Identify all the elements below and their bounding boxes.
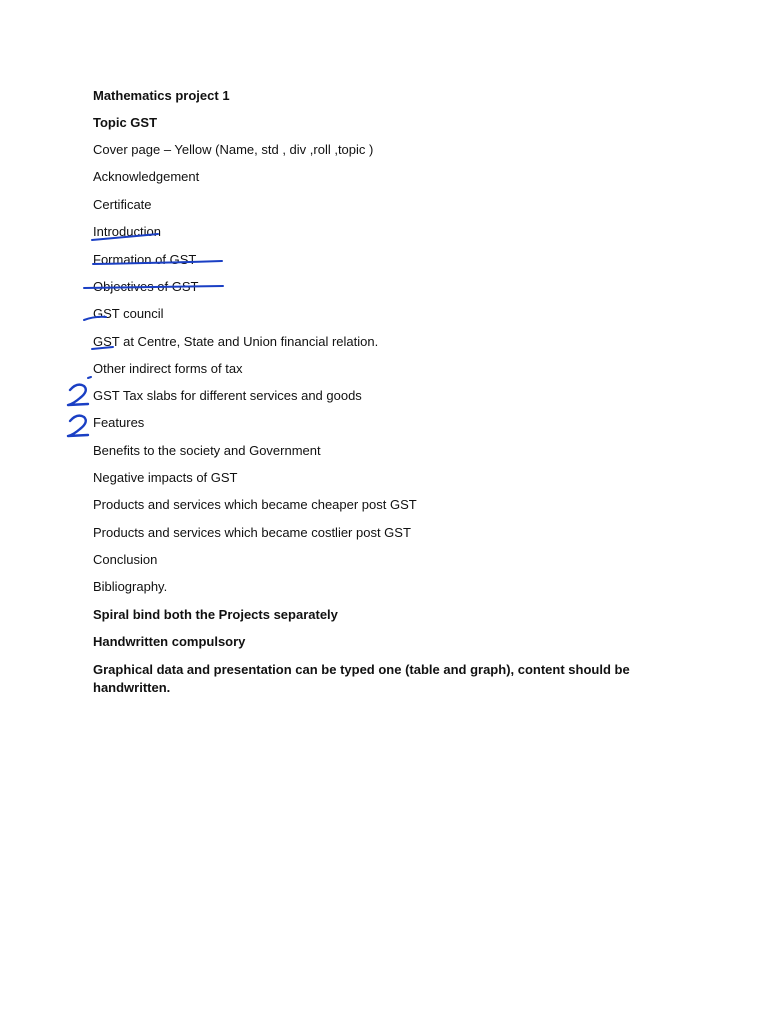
instruction-paragraph: Graphical data and presentation can be typed one (table and graph), content should be handwritten. — [93, 662, 630, 695]
instruction-line: Spiral bind both the Projects separately — [93, 607, 338, 622]
list-item: Benefits to the society and Government — [93, 443, 321, 458]
list-item: GST Tax slabs for different services and goods — [93, 388, 362, 403]
list-item: GST at Centre, State and Union financial relation. — [93, 334, 379, 349]
handwritten-number-mark — [68, 385, 88, 405]
list-item: Bibliography. — [93, 579, 168, 594]
topic-line: Topic GST — [93, 115, 158, 130]
list-item: Formation of GST — [93, 252, 197, 267]
list-item: Introduction — [93, 224, 161, 239]
list-item: Negative impacts of GST — [93, 470, 238, 485]
list-item: Other indirect forms of tax — [93, 361, 243, 376]
list-item: Products and services which became costlier post GST — [93, 525, 411, 540]
list-item: Cover page – Yellow (Name, std , div ,roll ,topic ) — [93, 142, 374, 157]
list-item: Acknowledgement — [93, 169, 200, 184]
list-item: GST council — [93, 306, 164, 321]
instruction-line: Handwritten compulsory — [93, 634, 246, 649]
list-item: Objectives of GST — [93, 279, 199, 294]
list-item: Products and services which became cheaper post GST — [93, 497, 417, 512]
list-item: Features — [93, 415, 145, 430]
tick-mark — [88, 377, 91, 378]
list-item: Certificate — [93, 197, 152, 212]
project-title: Mathematics project 1 — [93, 88, 230, 103]
list-item: Conclusion — [93, 552, 158, 567]
handwritten-number-mark — [68, 416, 88, 436]
